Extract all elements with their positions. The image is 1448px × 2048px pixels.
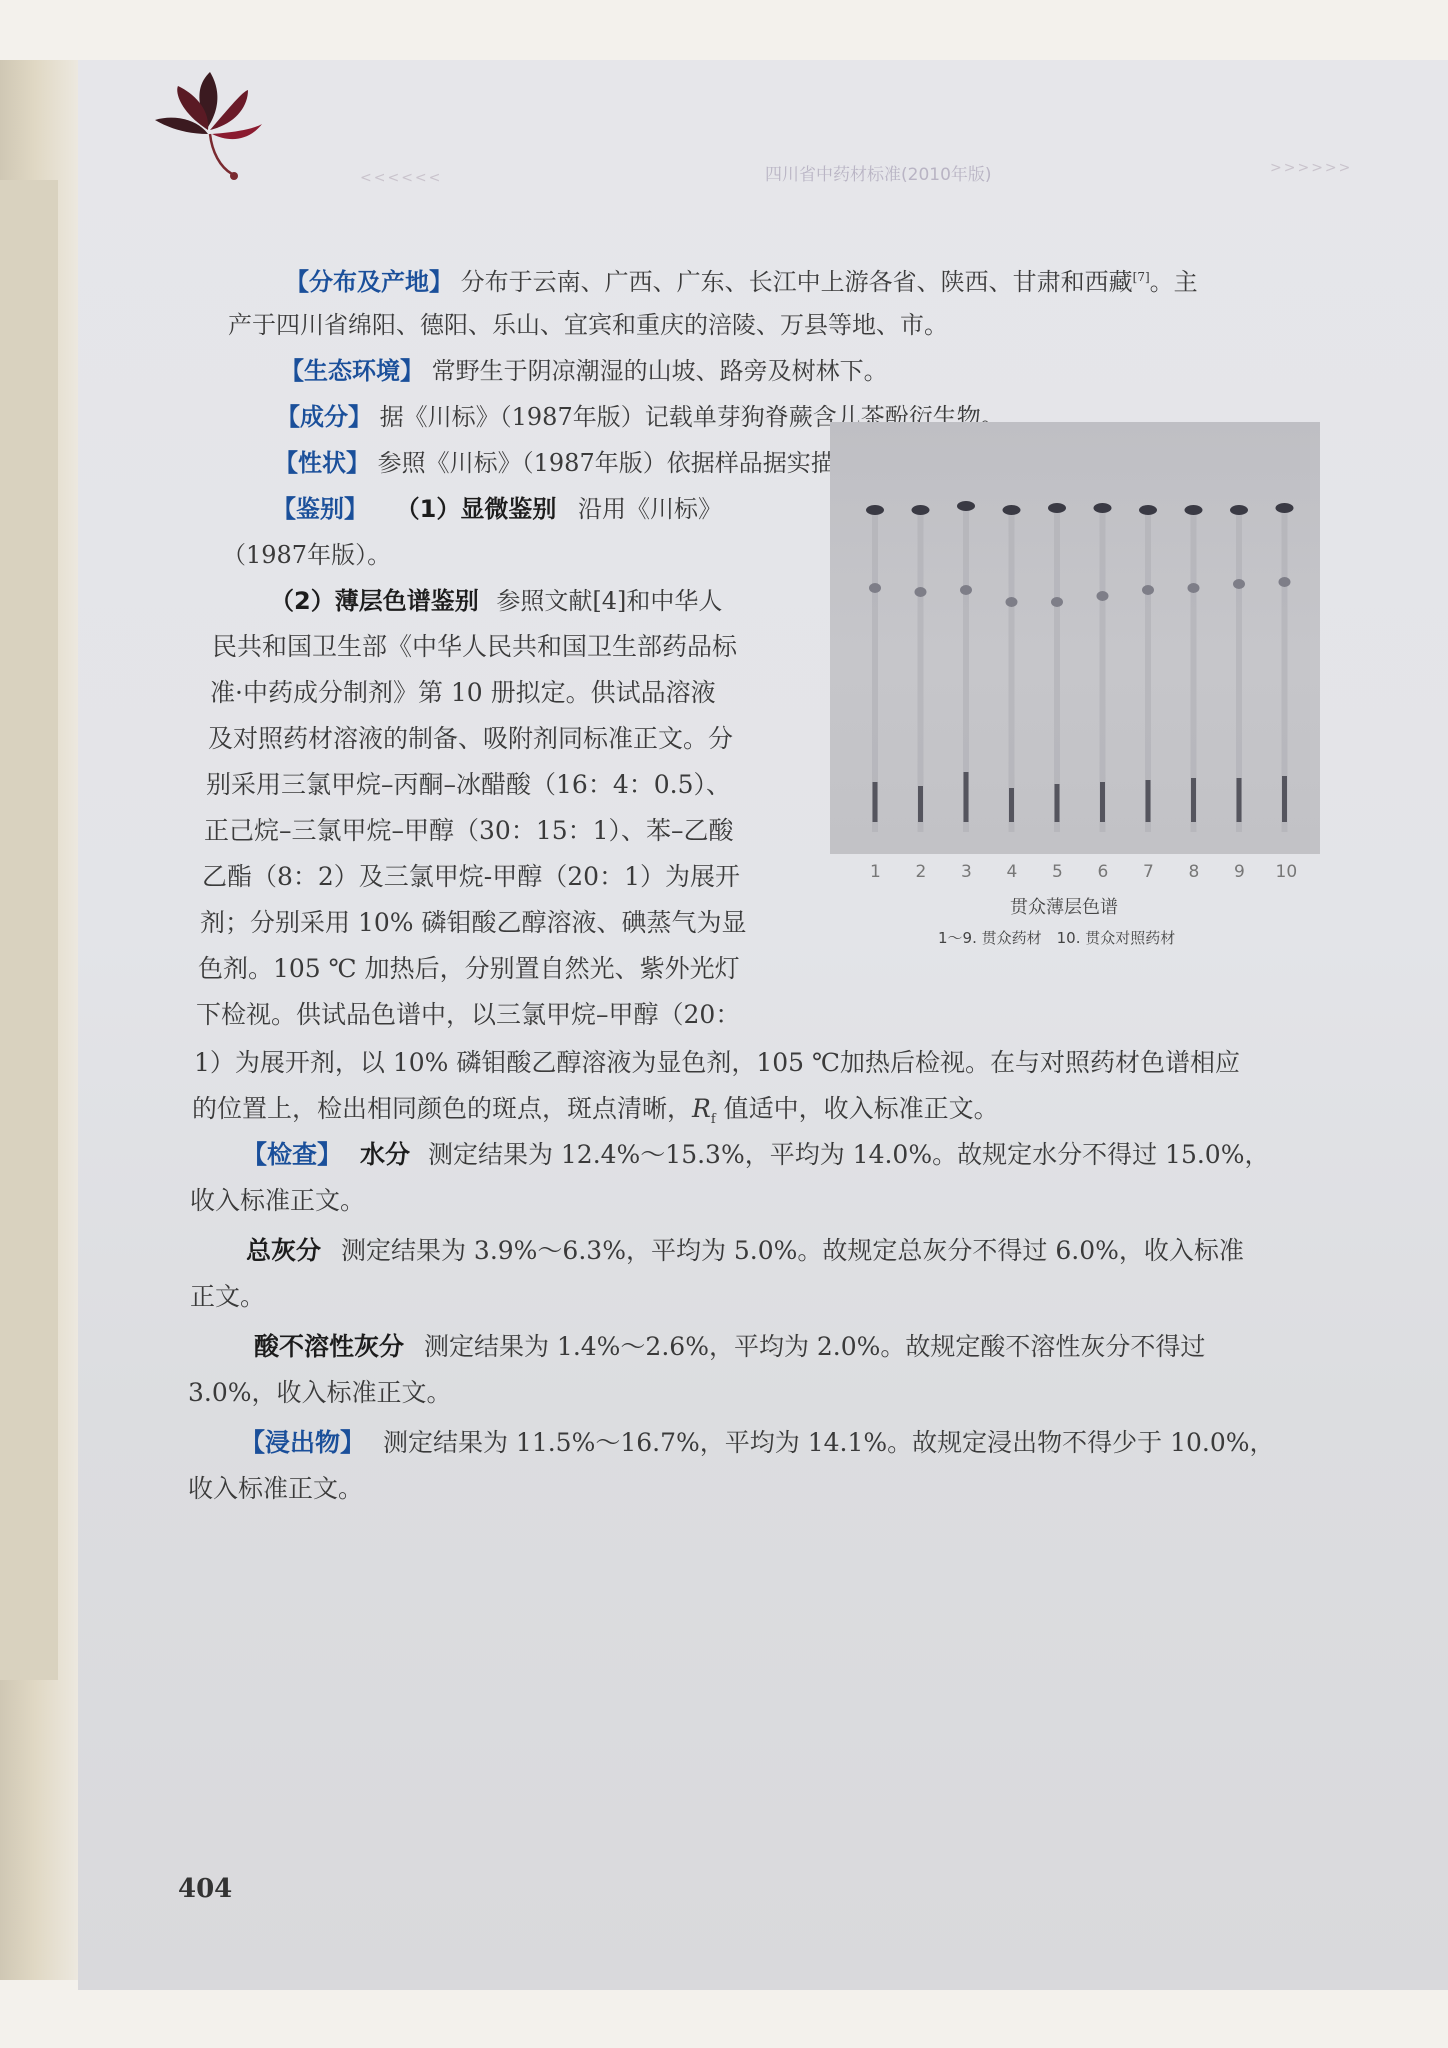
distribution-text-1b: 。主 <box>1149 268 1198 296</box>
tlc-text-line-7: 乙酯（8：2）及三氯甲烷-甲醇（20：1）为展开 <box>202 862 740 891</box>
tlc-full-line-2 <box>192 1094 999 1135</box>
tlc-text-line-9: 色剂。105 ℃ 加热后，分别置自然光、紫外光灯 <box>198 954 740 983</box>
moisture-text-2: 收入标准正文。 <box>190 1186 366 1215</box>
ash-label: 总灰分 <box>246 1236 322 1265</box>
tlc-mid-spot-3 <box>960 585 972 595</box>
tlc-lane-number: 8 <box>1188 862 1200 882</box>
tlc-text-line-1: 参照文献[4]和中华人 <box>496 587 723 615</box>
page-header <box>150 72 1353 192</box>
tlc-origin-spot-9 <box>1237 778 1242 822</box>
tlc-top-spot-4 <box>1003 505 1021 515</box>
section-label-properties: 【性状】 <box>274 449 370 477</box>
tlc-line-1 <box>270 586 722 616</box>
tlc-text-line-6: 正己烷–三氯甲烷–甲醇（30：15：1）、苯–乙酸 <box>204 816 734 845</box>
section-label-distribution: 【分布及产地】 <box>285 268 453 296</box>
tlc-lane-number: 7 <box>1143 862 1154 882</box>
ash-text-1: 测定结果为 3.9%～6.3%，平均为 5.0%。故规定总灰分不得过 6.0%，收入标准 <box>340 1236 1244 1265</box>
section-label-inspection: 【检查】 <box>242 1140 343 1169</box>
page-number: 404 <box>178 1874 233 1904</box>
distribution-line-2: 产于四川省绵阳、德阳、乐山、宜宾和重庆的涪陵、万县等地、市。 <box>228 311 948 339</box>
tlc-mid-spot-2 <box>915 587 927 597</box>
tlc-lane-number: 4 <box>1006 862 1018 882</box>
tlc-top-spot-7 <box>1139 505 1157 515</box>
tlc-text-line-10: 下检视。供试品色谱中，以三氯甲烷–甲醇（20： <box>196 1000 741 1029</box>
tlc-lane-number: 3 <box>961 862 972 882</box>
tlc-top-spot-1 <box>866 505 884 515</box>
tlc-origin-spot-3 <box>964 772 969 822</box>
tlc-mid-spot-10 <box>1279 577 1291 587</box>
identification-line-2: （1987年版）。 <box>222 541 392 569</box>
tlc-origin-spot-1 <box>873 782 878 822</box>
tlc-text-line-4: 及对照药材溶液的制备、吸附剂同标准正文。分 <box>208 724 734 753</box>
tlc-top-spot-10 <box>1276 503 1294 513</box>
book-left-edge <box>0 60 78 1980</box>
distribution-text-1: 分布于云南、广西、广东、长江中上游各省、陕西、甘肃和西藏 <box>460 268 1133 296</box>
distribution-ref: [7] <box>1132 270 1150 284</box>
tlc-text-line-5: 别采用三氯甲烷–丙酮–冰醋酸（16：4：0.5）、 <box>206 770 731 799</box>
ash-text-2: 正文。 <box>190 1282 266 1311</box>
tlc-top-spot-6 <box>1094 503 1112 513</box>
tlc-mid-spot-5 <box>1051 597 1063 607</box>
extract-text-2: 收入标准正文。 <box>188 1474 364 1503</box>
section-label-identification: 【鉴别】 <box>272 495 368 523</box>
moisture-text-1: 测定结果为 12.4%～15.3%，平均为 14.0%。故规定水分不得过 15.0%， <box>427 1140 1270 1169</box>
tlc-top-spot-2 <box>912 505 930 515</box>
acid-ash-text-1: 测定结果为 1.4%～2.6%，平均为 2.0%。故规定酸不溶性灰分不得过 <box>423 1332 1206 1361</box>
tlc-full-line-1: 1）为展开剂，以 10% 磷钼酸乙醇溶液为显色剂，105 ℃加热后检视。在与对照药材色谱相应 <box>194 1048 1240 1077</box>
tlc-figure-legend: 1～9. 贯众药材 10. 贯众对照药材 <box>938 929 1176 947</box>
acid-ash-label: 酸不溶性灰分 <box>254 1332 405 1361</box>
tlc-lane-number: 2 <box>915 862 927 882</box>
tlc-identification-label: （2）薄层色谱鉴别 <box>270 587 479 615</box>
tlc-origin-spot-5 <box>1055 784 1060 822</box>
section-label-composition: 【成分】 <box>276 403 372 431</box>
ecology-text: 常野生于阴凉潮湿的山坡、路旁及树林下。 <box>431 357 888 385</box>
tlc-text-line-3: 准·中药成分制剂》第 10 册拟定。供试品溶液 <box>210 678 716 707</box>
section-label-ecology: 【生态环境】 <box>280 357 424 385</box>
tlc-origin-spot-4 <box>1009 788 1014 822</box>
tlc-lane-number: 10 <box>1275 862 1298 882</box>
tlc-origin-spot-2 <box>918 786 923 822</box>
tlc-mid-spot-4 <box>1006 597 1018 607</box>
tlc-top-spot-9 <box>1230 505 1248 515</box>
rf-subscript: f <box>710 1112 716 1127</box>
tlc-origin-spot-10 <box>1282 776 1287 822</box>
tlc-top-spot-3 <box>957 501 975 511</box>
acid-ash-line-1 <box>254 1332 1205 1362</box>
tlc-mid-spot-6 <box>1097 591 1109 601</box>
ecology-line <box>280 356 888 386</box>
leaf-logo-icon <box>150 72 270 192</box>
tlc-origin-spot-7 <box>1146 780 1151 822</box>
properties-text: 参照《川标》（1987年版）依据样品据实描述。 <box>377 449 883 477</box>
tlc-lane-number: 5 <box>1052 862 1063 882</box>
tlc-lane-number: 6 <box>1097 862 1109 882</box>
running-title: 四川省中药材标准(2010年版) <box>765 165 992 185</box>
tlc-mid-spot-1 <box>869 583 881 593</box>
section-label-extract: 【浸出物】 <box>240 1428 366 1457</box>
inspection-line-1 <box>242 1140 1269 1170</box>
tlc-mid-spot-7 <box>1142 585 1154 595</box>
ash-line-1 <box>246 1236 1244 1266</box>
acid-ash-text-2: 3.0%，收入标准正文。 <box>188 1378 452 1407</box>
tlc-origin-spot-8 <box>1191 778 1196 822</box>
tlc-full-line-2b: 值适中，收入标准正文。 <box>715 1094 999 1123</box>
properties-line <box>274 448 883 478</box>
tlc-text-line-2: 民共和国卫生部《中华人民共和国卫生部药品标 <box>212 632 738 661</box>
extract-text-1: 测定结果为 11.5%～16.7%，平均为 14.1%。故规定浸出物不得少于 10.0%， <box>382 1428 1275 1457</box>
moisture-label: 水分 <box>359 1140 410 1169</box>
distribution-line-1 <box>285 262 1198 297</box>
tlc-origin-spot-6 <box>1100 782 1105 822</box>
header-arrows-right: >>>>>> <box>1270 160 1353 176</box>
micro-identification-label: （1）显微鉴别 <box>395 495 557 523</box>
tlc-plate-image <box>830 422 1320 854</box>
tlc-mid-spot-9 <box>1233 579 1245 589</box>
book-edge-strip <box>0 180 58 1680</box>
composition-text: 据《川标》（1987年版）记载单芽狗脊蕨含儿茶酚衍生物。 <box>379 403 1005 431</box>
tlc-mid-spot-8 <box>1188 583 1200 593</box>
tlc-figure-caption: 贯众薄层色谱 <box>1010 897 1118 918</box>
tlc-lane-number: 9 <box>1234 862 1245 882</box>
tlc-top-spot-8 <box>1185 505 1203 515</box>
identification-line-1 <box>272 494 722 524</box>
tlc-text-line-8: 剂；分别采用 10% 磷钼酸乙醇溶液、碘蒸气为显 <box>200 908 747 937</box>
tlc-full-line-2a: 的位置上，检出相同颜色的斑点，斑点清晰， <box>192 1094 693 1123</box>
tlc-lane-numbers <box>830 862 1320 886</box>
micro-identification-text: 沿用《川标》 <box>577 495 722 523</box>
header-arrows-left: <<<<<< <box>360 170 443 186</box>
tlc-lane-number: 1 <box>870 862 881 882</box>
tlc-top-spot-5 <box>1048 503 1066 513</box>
rf-symbol: R <box>692 1094 711 1123</box>
extract-line-1 <box>240 1428 1275 1458</box>
